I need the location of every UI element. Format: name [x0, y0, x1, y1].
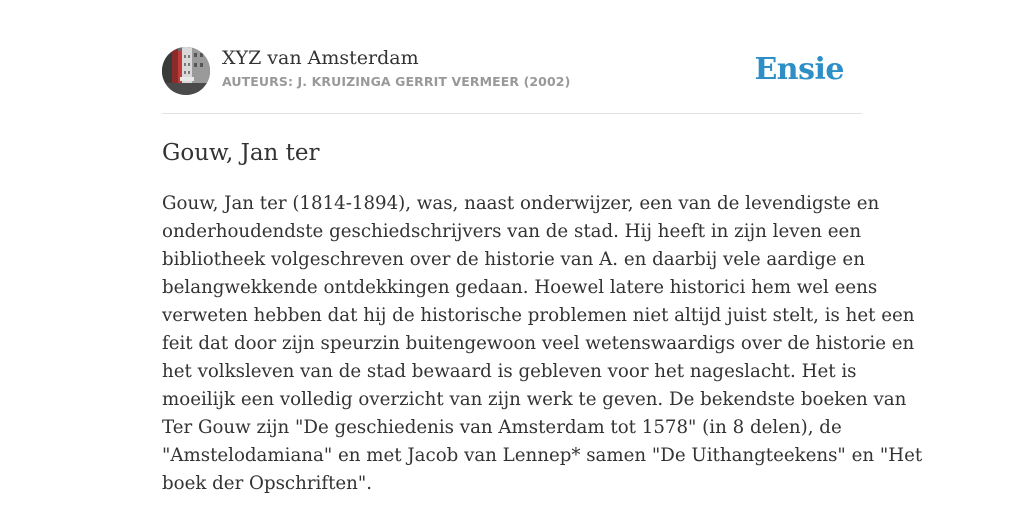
source-header [162, 46, 862, 96]
body-line: bibliotheek volgeschreven over de historie van A. en daarbij vele aardige en [162, 249, 865, 270]
source-avatar-image[interactable] [162, 47, 210, 95]
body-line: belangwekkende ontdekkingen gedaan. Hoewel latere historici hem wel eens [162, 277, 878, 298]
entry-body [162, 190, 923, 498]
source-title[interactable]: XYZ van Amsterdam [222, 47, 419, 69]
book-cover-avatar-icon [162, 47, 210, 95]
body-line: het volksleven van de stad bewaard is gebleven voor het nageslacht. Het is [162, 361, 857, 382]
source-authors: AUTEURS: J. KRUIZINGA GERRIT VERMEER (2002) [222, 74, 571, 89]
body-line: Gouw, Jan ter (1814-1894), was, naast onderwijzer, een van de levendigste en [162, 193, 880, 214]
body-line: boek der Opschriften". [162, 473, 372, 494]
body-line: moeilijk een volledig overzicht van zijn werk te geven. De bekendste boeken van [162, 389, 907, 410]
body-line: verweten hebben dat hij de historische problemen niet altijd juist stelt, is het een [162, 305, 915, 326]
header-divider [162, 113, 862, 114]
ensie-logo[interactable]: Ensie [754, 52, 844, 87]
body-line: Ter Gouw zijn "De geschiedenis van Amsterdam tot 1578" (in 8 delen), de [162, 417, 842, 438]
body-line: onderhoudendste geschiedschrijvers van de stad. Hij heeft in zijn leven een [162, 221, 862, 242]
body-line: feit dat door zijn speurzin buitengewoon veel wetenswaardigs over de historie en [162, 333, 915, 354]
body-line: "Amstelodamiana" en met Jacob van Lennep* samen "De Uithangteekens" en "Het [162, 445, 923, 466]
entry-title: Gouw, Jan ter [162, 140, 320, 166]
